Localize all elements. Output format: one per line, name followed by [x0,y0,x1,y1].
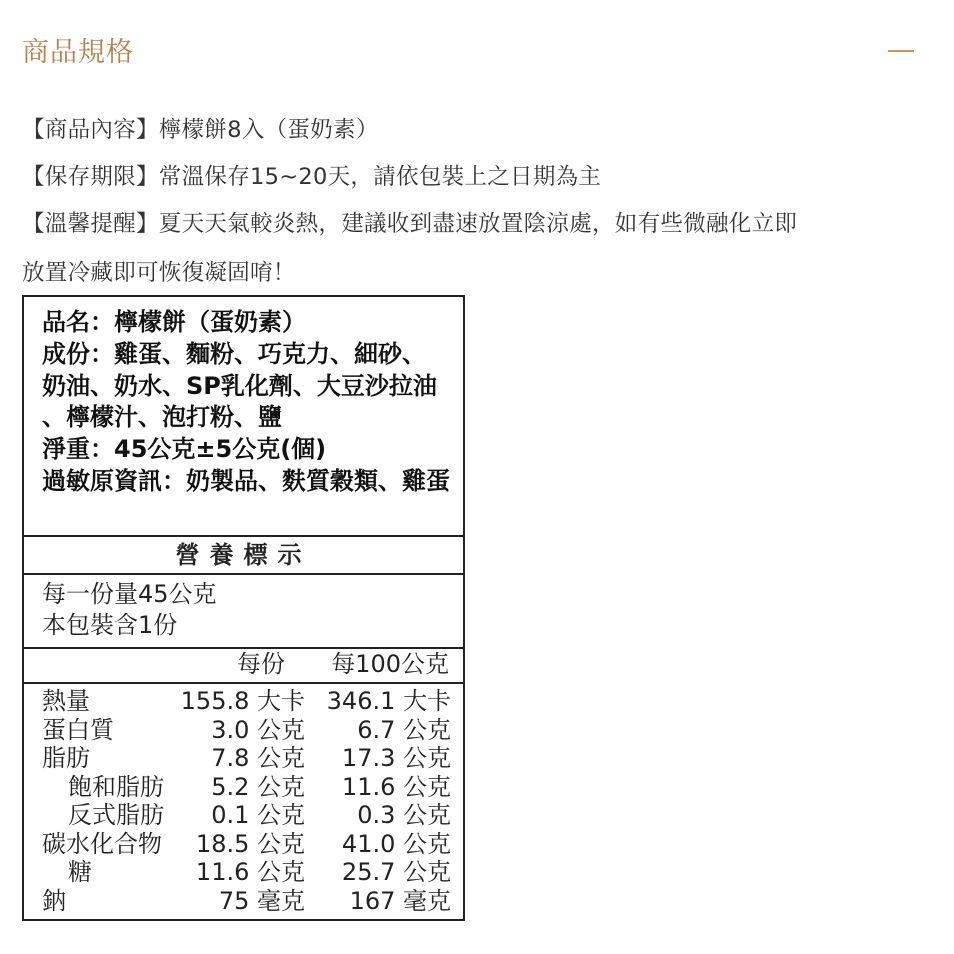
spec-line-content: 【商品內容】檸檬餅8入（蛋奶素） [22,117,379,143]
nutrient-name: 鈉 [42,886,66,915]
ingredients-line-2: 奶油、奶水、SP乳化劑、大豆沙拉油 [42,371,437,400]
value-per-100g: 11.6 公克 [341,772,451,801]
nutrition-title: 營養標示 [175,541,312,569]
value-per-100g: 6.7 公克 [357,715,451,744]
spec-line-reminder-cont: 放置冷藏即可恢復凝固唷！ [22,260,296,286]
value-per-100g: 0.3 公克 [357,801,451,829]
ingredients-line-1: 成份：雞蛋、麵粉、巧克力、細砂、 [42,339,426,368]
value-per-serving: 5.2 公克 [211,772,305,801]
nutrient-name: 反式脂肪 [68,801,164,829]
nutrition-row [24,830,463,859]
value-per-serving: 3.0 公克 [211,715,305,744]
col-header-per-serving: 每份 [237,650,285,678]
col-header-per-100g: 每100公克 [331,650,449,678]
nutrition-row [24,773,463,802]
value-per-serving: 75 毫克 [218,886,305,915]
spec-section-header[interactable] [0,0,954,100]
spec-line-shelf-life: 【保存期限】常溫保存15~20天，請依包裝上之日期為主 [22,164,602,190]
nutrition-table [24,687,463,915]
value-per-serving: 0.1 公克 [211,801,305,829]
servings-per-pack: 本包裝含1份 [42,611,178,639]
minus-icon[interactable] [888,50,914,52]
value-per-100g: 25.7 公克 [341,858,451,886]
nutrient-name: 蛋白質 [42,715,114,744]
nutrient-name: 脂肪 [42,744,90,772]
value-per-100g: 17.3 公克 [341,744,451,772]
nutrition-row [24,858,463,887]
serving-info [42,579,217,641]
serving-size: 每一份量45公克 [42,580,217,608]
divider [24,573,463,575]
value-per-serving: 18.5 公克 [195,829,305,858]
value-per-serving: 7.8 公克 [211,744,305,772]
value-per-100g: 167 毫克 [349,886,451,915]
nutrition-row [24,744,463,773]
nutrient-name: 糖 [68,858,92,886]
allergen-line: 過敏原資訊：奶製品、麩質穀類、雞蛋 [42,466,450,495]
value-per-serving: 155.8 大卡 [180,687,305,715]
value-per-100g: 41.0 公克 [341,829,451,858]
ingredients-line-3: 、檸檬汁、泡打粉、鹽 [42,403,282,432]
nutrition-row [24,887,463,916]
nutrition-row [24,687,463,716]
value-per-100g: 346.1 大卡 [326,687,451,715]
nutrition-row [24,801,463,830]
net-weight-line: 淨重：45公克±5公克(個) [42,435,327,464]
nutrition-row [24,716,463,745]
nutrient-name: 飽和脂肪 [68,772,164,801]
product-label-image [22,295,465,921]
product-info [42,307,450,498]
spec-line-reminder: 【溫馨提醒】夏天天氣較炎熱，建議收到盡速放置陰涼處，如有些微融化立即 [22,211,798,237]
nutrient-name: 熱量 [42,687,90,715]
product-name-line: 品名：檸檬餅（蛋奶素） [42,308,306,336]
nutrient-name: 碳水化合物 [42,829,162,858]
section-title: 商品規格 [22,37,134,68]
value-per-serving: 11.6 公克 [195,858,305,886]
divider [24,682,463,684]
